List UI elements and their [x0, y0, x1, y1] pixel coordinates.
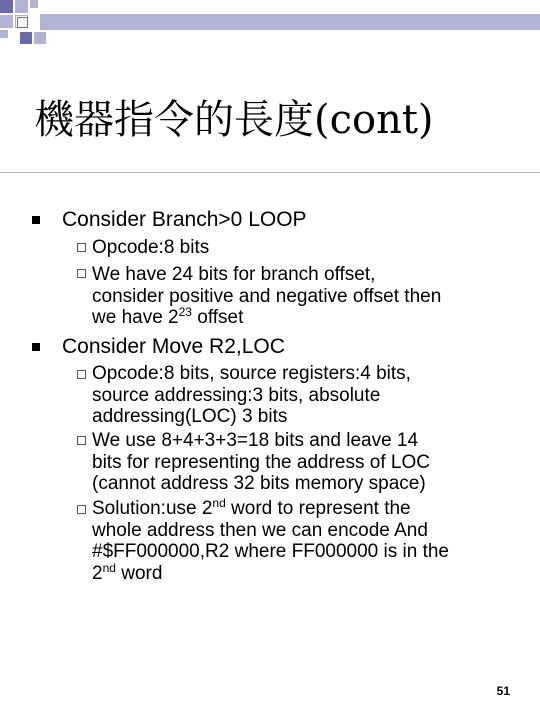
text-fragment: word to represent the — [225, 498, 411, 519]
text-fragment: 2 — [92, 562, 103, 584]
deco-square — [34, 32, 46, 44]
bullet-marker — [32, 343, 40, 351]
text-line: whole address then we can encode And — [92, 519, 428, 541]
text-line: source addressing:3 bits, absolute — [92, 384, 381, 406]
deco-square — [0, 30, 8, 38]
superscript: nd — [102, 560, 116, 575]
checkbox-bullet-icon — [77, 436, 86, 445]
title-divider — [0, 172, 540, 173]
text-line — [92, 307, 512, 329]
deco-square — [17, 17, 28, 28]
checkbox-bullet-icon — [77, 269, 86, 278]
sub-bullet-text — [92, 264, 512, 329]
text-line: #$FF000000,R2 where FF000000 is in the — [92, 541, 449, 562]
sub-bullet-text — [92, 430, 512, 495]
sub-bullet-text — [92, 498, 512, 584]
text-line: Opcode:8 bits — [92, 237, 210, 258]
text-line: bits for representing the address of LOC — [92, 451, 430, 473]
text-line: We have 24 bits for branch offset, — [92, 264, 376, 285]
bullet-marker — [32, 216, 40, 224]
text-line — [92, 498, 512, 520]
deco-square — [30, 0, 38, 8]
superscript: 23 — [178, 305, 192, 319]
sub-bullet-text — [92, 237, 512, 259]
deco-square — [20, 32, 32, 44]
deco-square — [0, 0, 13, 13]
text-line: (cannot address 32 bits memory space) — [92, 473, 426, 494]
slide-title: 機器指令的長度(cont) — [34, 97, 434, 143]
deco-square — [15, 0, 28, 13]
superscript: nd — [212, 496, 226, 510]
text-fragment: offset — [191, 307, 244, 328]
text-fragment: word — [115, 562, 163, 584]
bullet-text: Consider Move R2,LOC — [62, 335, 285, 358]
header-bar — [40, 14, 540, 30]
text-line: addressing(LOC) 3 bits — [92, 406, 288, 427]
bullet-text: Consider Branch>0 LOOP — [62, 208, 307, 231]
text-line — [92, 560, 512, 585]
checkbox-bullet-icon — [77, 505, 86, 514]
text-line: consider positive and negative offset then — [92, 285, 442, 307]
text-fragment: we have 2 — [92, 307, 179, 328]
checkbox-bullet-icon — [77, 243, 86, 252]
text-line: Opcode:8 bits, source registers:4 bits, — [92, 363, 411, 384]
checkbox-bullet-icon — [77, 370, 86, 379]
text-line: We use 8+4+3+3=18 bits and leave 14 — [92, 430, 419, 451]
page-number: 51 — [496, 684, 510, 698]
deco-square — [0, 15, 13, 28]
text-fragment: Solution:use 2 — [92, 498, 213, 519]
sub-bullet-text — [92, 363, 512, 428]
